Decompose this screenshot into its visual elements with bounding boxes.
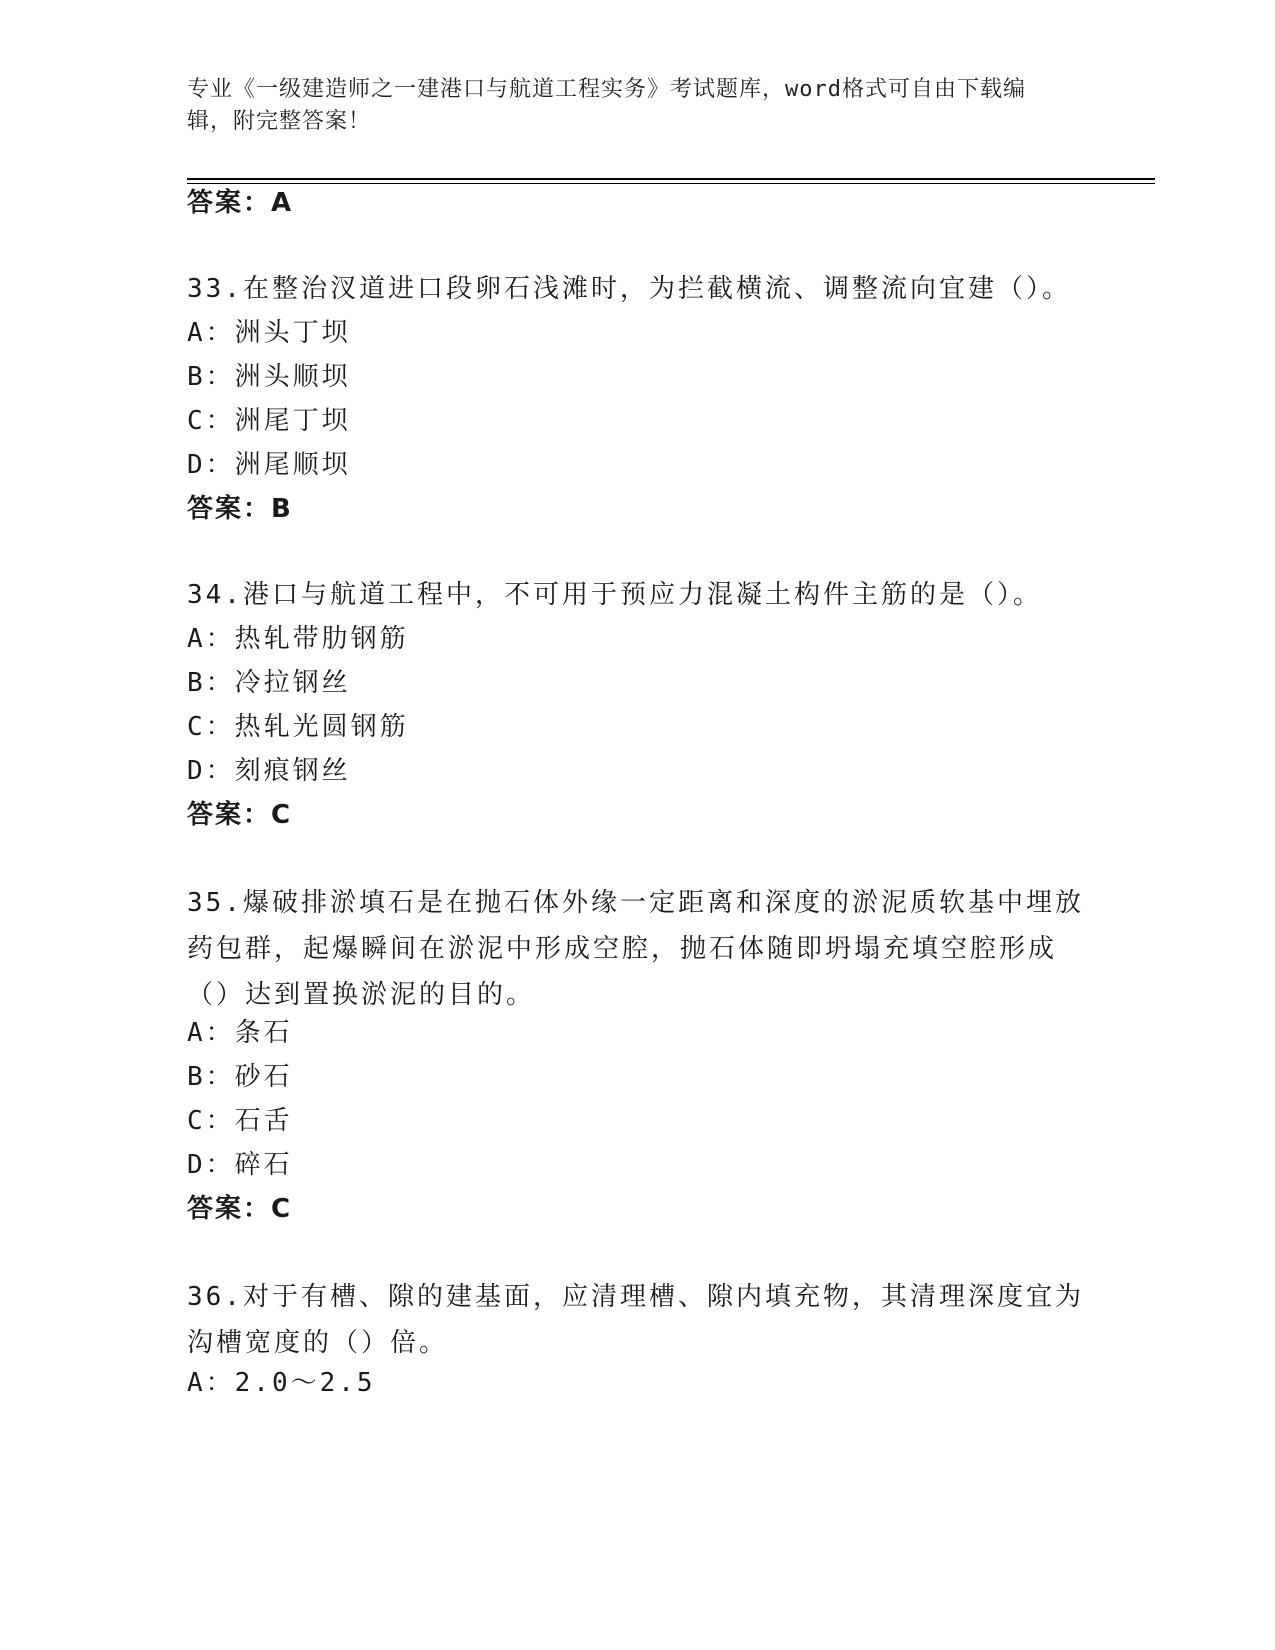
question-34-answer: 答案：C [187, 800, 293, 830]
question-33-answer: 答案：B [187, 494, 293, 524]
question-34-stem: 34.港口与航道工程中，不可用于预应力混凝土构件主筋的是（）。 [187, 580, 1042, 610]
question-35-option-b: B：砂石 [187, 1062, 293, 1092]
question-34-option-d: D：刻痕钢丝 [187, 756, 351, 786]
question-36-option-a: A：2.0～2.5 [187, 1368, 376, 1398]
question-34-option-c: C：热轧光圆钢筋 [187, 712, 409, 742]
document-header: 专业《一级建造师之一建港口与航道工程实务》考试题库，word格式可自由下载编辑，附完整答案！ [187, 77, 1026, 134]
question-33-option-a: A：洲头丁坝 [187, 318, 351, 348]
question-33-option-b: B：洲头顺坝 [187, 362, 351, 392]
question-35-option-c: C：石舌 [187, 1106, 293, 1136]
question-34-option-a: A：热轧带肋钢筋 [187, 624, 409, 654]
question-35-option-d: D：碎石 [187, 1150, 293, 1180]
question-33-stem: 33.在整治汊道进口段卵石浅滩时，为拦截横流、调整流向宜建（）。 [187, 274, 1071, 304]
header-rule-thick [187, 178, 1155, 180]
question-35-stem: 35.爆破排淤填石是在抛石体外缘一定距离和深度的淤泥质软基中埋放药包群，起爆瞬间在淤泥中形成空腔，抛石体随即坍塌充填空腔形成（）达到置换淤泥的目的。 [187, 888, 1084, 1010]
question-35-option-a: A：条石 [187, 1018, 293, 1048]
question-36-stem: 36.对于有槽、隙的建基面，应清理槽、隙内填充物，其清理深度宜为沟槽宽度的（）倍。 [187, 1282, 1084, 1358]
question-34-option-b: B：冷拉钢丝 [187, 668, 351, 698]
question-33-option-d: D：洲尾顺坝 [187, 450, 351, 480]
header-rule-thin [187, 183, 1155, 184]
question-35-answer: 答案：C [187, 1194, 293, 1224]
previous-answer: 答案：A [187, 188, 294, 218]
question-33-option-c: C：洲尾丁坝 [187, 406, 351, 436]
